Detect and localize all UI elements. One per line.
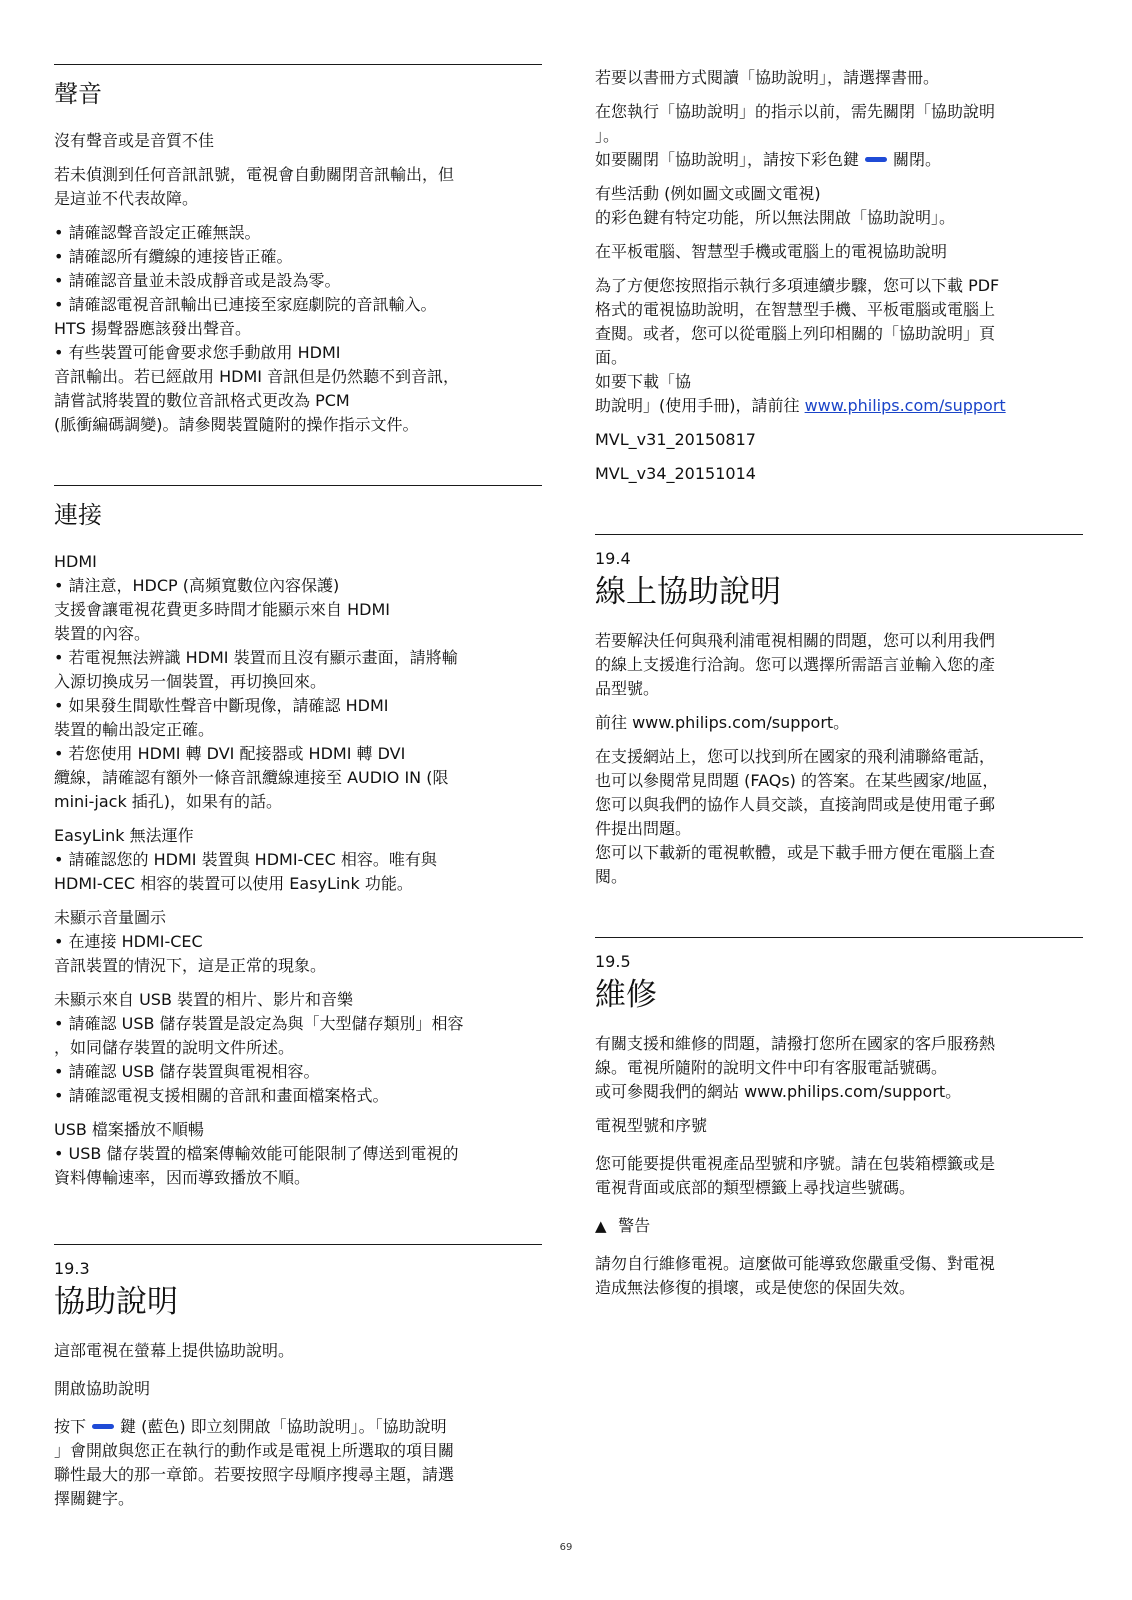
list-item: • 有些裝置可能會要求您手動啟用 HDMI bbox=[54, 343, 341, 362]
text-line: 如要下載「協 bbox=[595, 372, 692, 391]
paragraph bbox=[595, 1252, 1083, 1300]
text-line bbox=[595, 394, 1083, 418]
paragraph bbox=[595, 629, 1083, 701]
text-line: 請勿自行維修電視。這麼做可能導致您嚴重受傷、對電視 bbox=[595, 1254, 996, 1273]
right-column bbox=[595, 66, 1083, 1310]
text-line: • 請確認您的 HDMI 裝置與 HDMI-CEC 相容。唯有與 bbox=[54, 850, 437, 869]
paragraph bbox=[54, 1118, 542, 1190]
text-line: 擇關鍵字。 bbox=[54, 1489, 135, 1508]
blue-color-key-icon bbox=[865, 157, 887, 162]
section-title-sound: 聲音 bbox=[54, 80, 102, 108]
subheading: 沒有聲音或是音質不佳 bbox=[54, 131, 215, 150]
paragraph bbox=[54, 906, 542, 978]
text-fragment: 關閉。 bbox=[893, 150, 942, 169]
list-item: • 請確認聲音設定正確無誤。 bbox=[54, 223, 261, 242]
subheading: 電視型號和序號 bbox=[595, 1116, 708, 1135]
paragraph bbox=[54, 824, 542, 896]
section-rule bbox=[54, 1244, 542, 1245]
list-item: • 請確認所有纜線的連接皆正確。 bbox=[54, 247, 293, 266]
text-line: EasyLink 無法運作 bbox=[54, 826, 194, 845]
text-line: 電視背面或底部的類型標籤上尋找這些號碼。 bbox=[595, 1178, 916, 1197]
text-line: 閱。 bbox=[595, 867, 628, 886]
text-line: • 請注意，HDCP (高頻寬數位內容保護) bbox=[54, 576, 340, 595]
subheading: 在平板電腦、智慧型手機或電腦上的電視協助說明 bbox=[595, 242, 948, 261]
section-title-online-help: 線上協助說明 bbox=[595, 574, 781, 610]
list-item: 請嘗試將裝置的數位音訊格式更改為 PCM bbox=[54, 391, 350, 410]
text-line: 您可以與我們的協作人員交談，直接詢問或是使用電子郵 bbox=[595, 795, 996, 814]
text-line: • 若電視無法辨識 HDMI 裝置而且沒有顯示畫面，請將輸 bbox=[54, 648, 458, 667]
paragraph bbox=[595, 1152, 1083, 1200]
text-fragment: 鍵 (藍色) 即立刻開啟「協助說明」。「協助說明 bbox=[120, 1417, 447, 1436]
text-line: 造成無法修復的損壞，或是使您的保固失效。 bbox=[595, 1278, 916, 1297]
blue-color-key-icon bbox=[92, 1424, 114, 1429]
section-title-help: 協助說明 bbox=[54, 1284, 178, 1320]
warning-heading bbox=[595, 1214, 1083, 1238]
paragraph: 前往 www.philips.com/support。 bbox=[595, 713, 850, 732]
paragraph bbox=[54, 988, 542, 1108]
text-line: 線。電視所隨附的說明文件中印有客服電話號碼。 bbox=[595, 1058, 948, 1077]
text-line: • 在連接 HDMI-CEC bbox=[54, 932, 203, 951]
text-line: 音訊裝置的情況下，這是正常的現象。 bbox=[54, 956, 327, 975]
text-line: • 請確認 USB 儲存裝置是設定為與「大型儲存類別」相容 bbox=[54, 1014, 464, 1033]
text-line: 或可參閱我們的網站 www.philips.com/support。 bbox=[595, 1082, 962, 1101]
section-title-connection: 連接 bbox=[54, 501, 102, 529]
text-line: 裝置的輸出設定正確。 bbox=[54, 720, 215, 739]
version-label: MVL_v31_20150817 bbox=[595, 430, 756, 449]
section-rule bbox=[54, 64, 542, 65]
paragraph: 這部電視在螢幕上提供協助說明。 bbox=[54, 1341, 295, 1360]
text-line: 您可以下載新的電視軟體，或是下載手冊方便在電腦上查 bbox=[595, 843, 996, 862]
text-line: 的線上支援進行洽詢。您可以選擇所需語言並輸入您的產 bbox=[595, 655, 996, 674]
text-line: • 如果發生間歇性聲音中斷現像，請確認 HDMI bbox=[54, 696, 389, 715]
text-line: 纜線，請確認有額外一條音訊纜線連接至 AUDIO IN (限 bbox=[54, 768, 449, 787]
text-line: 的彩色鍵有特定功能，所以無法開啟「協助說明」。 bbox=[595, 208, 956, 227]
text-line: 未顯示音量圖示 bbox=[54, 908, 167, 927]
text-line bbox=[54, 1415, 542, 1439]
text-line: 為了方便您按照指示執行多項連續步驟，您可以下載 PDF bbox=[595, 276, 1000, 295]
text-line: ，如同儲存裝置的說明文件所述。 bbox=[54, 1038, 295, 1057]
paragraph bbox=[595, 745, 1083, 889]
text-line: 品型號。 bbox=[595, 679, 660, 698]
text-line: USB 檔案播放不順暢 bbox=[54, 1120, 204, 1139]
text-line: 在您執行「協助說明」的指示以前，需先關閉「協助說明 bbox=[595, 102, 996, 121]
section-number: 19.4 bbox=[595, 549, 631, 568]
paragraph bbox=[595, 100, 1083, 148]
text-line: 若未偵測到任何音訊訊號，電視會自動關閉音訊輸出，但 bbox=[54, 165, 455, 184]
paragraph bbox=[595, 274, 1083, 418]
text-line: 支援會讓電視花費更多時間才能顯示來自 HDMI bbox=[54, 600, 390, 619]
text-line: 面。 bbox=[595, 348, 628, 367]
text-line: 有關支援和維修的問題，請撥打您所在國家的客戶服務熱 bbox=[595, 1034, 996, 1053]
text-line: 在支援網站上，您可以找到所在國家的飛利浦聯絡電話， bbox=[595, 747, 996, 766]
text-line: 是這並不代表故障。 bbox=[54, 189, 199, 208]
list-item: 音訊輸出。若已經啟用 HDMI 音訊但是仍然聽不到音訊， bbox=[54, 367, 460, 386]
text-line: 件提出問題。 bbox=[595, 819, 692, 838]
paragraph: 若要以書冊方式閱讀「協助說明」，請選擇書冊。 bbox=[595, 68, 940, 87]
left-column bbox=[54, 64, 542, 1521]
page-number: 69 bbox=[559, 1542, 573, 1553]
text-fragment: 如要關閉「協助說明」，請按下彩色鍵 bbox=[595, 150, 860, 169]
text-line: 」會開啟與您正在執行的動作或是電視上所選取的項目關 bbox=[54, 1441, 455, 1460]
text-line: 聯性最大的那一章節。若要按照字母順序搜尋主題，請選 bbox=[54, 1465, 455, 1484]
text-line: • 請確認 USB 儲存裝置與電視相容。 bbox=[54, 1062, 320, 1081]
list-item: HTS 揚聲器應該發出聲音。 bbox=[54, 319, 252, 338]
text-line: 未顯示來自 USB 裝置的相片、影片和音樂 bbox=[54, 990, 354, 1009]
version-label: MVL_v34_20151014 bbox=[595, 464, 756, 483]
paragraph bbox=[54, 550, 542, 814]
text-line: HDMI-CEC 相容的裝置可以使用 EasyLink 功能。 bbox=[54, 874, 413, 893]
text-line: 也可以參閱常見問題 (FAQs) 的答案。在某些國家/地區， bbox=[595, 771, 999, 790]
text-line: 」。 bbox=[595, 126, 620, 145]
text-line: • USB 儲存裝置的檔案傳輸效能可能限制了傳送到電視的 bbox=[54, 1144, 459, 1163]
text-line: • 請確認電視支援相關的音訊和畫面檔案格式。 bbox=[54, 1086, 389, 1105]
text-line: 資料傳輸速率，因而導致播放不順。 bbox=[54, 1168, 311, 1187]
bullet-list bbox=[54, 221, 542, 437]
section-number: 19.5 bbox=[595, 952, 631, 971]
paragraph bbox=[595, 182, 1083, 230]
paragraph bbox=[54, 163, 542, 211]
philips-support-link[interactable]: www.philips.com/support bbox=[804, 396, 1006, 415]
section-rule bbox=[54, 485, 542, 486]
text-line: 您可能要提供電視產品型號和序號。請在包裝箱標籤或是 bbox=[595, 1154, 996, 1173]
list-item: • 請確認電視音訊輸出已連接至家庭劇院的音訊輸入。 bbox=[54, 295, 437, 314]
text-line: 有些活動 (例如圖文或圖文電視) bbox=[595, 184, 821, 203]
text-fragment: 按下 bbox=[54, 1417, 87, 1436]
section-rule bbox=[595, 937, 1083, 938]
section-rule bbox=[595, 534, 1083, 535]
subheading: 開啟協助說明 bbox=[54, 1379, 151, 1398]
text-line: 若要解決任何與飛利浦電視相關的問題，您可以利用我們 bbox=[595, 631, 996, 650]
section-number: 19.3 bbox=[54, 1259, 90, 1278]
paragraph bbox=[595, 148, 1083, 172]
section-title-repair: 維修 bbox=[595, 977, 657, 1013]
warning-triangle-icon: ▲ bbox=[595, 1217, 607, 1235]
text-line: 查閱。或者，您可以從電腦上列印相關的「協助說明」頁 bbox=[595, 324, 996, 343]
list-item: • 請確認音量並未設成靜音或是設為零。 bbox=[54, 271, 341, 290]
warning-label: 警告 bbox=[618, 1216, 651, 1235]
text-line: HDMI bbox=[54, 552, 97, 571]
text-line: • 若您使用 HDMI 轉 DVI 配接器或 HDMI 轉 DVI bbox=[54, 744, 406, 763]
text-line: 裝置的內容。 bbox=[54, 624, 151, 643]
text-line: 格式的電視協助說明，在智慧型手機、平板電腦或電腦上 bbox=[595, 300, 996, 319]
paragraph bbox=[595, 1032, 1083, 1104]
list-item: (脈衝編碼調變)。請參閱裝置隨附的操作指示文件。 bbox=[54, 415, 419, 434]
text-fragment: 助說明」(使用手冊)，請前往 bbox=[595, 396, 800, 415]
text-line: 入源切換成另一個裝置，再切換回來。 bbox=[54, 672, 327, 691]
text-line: mini-jack 插孔)，如果有的話。 bbox=[54, 792, 283, 811]
paragraph bbox=[54, 1415, 542, 1511]
